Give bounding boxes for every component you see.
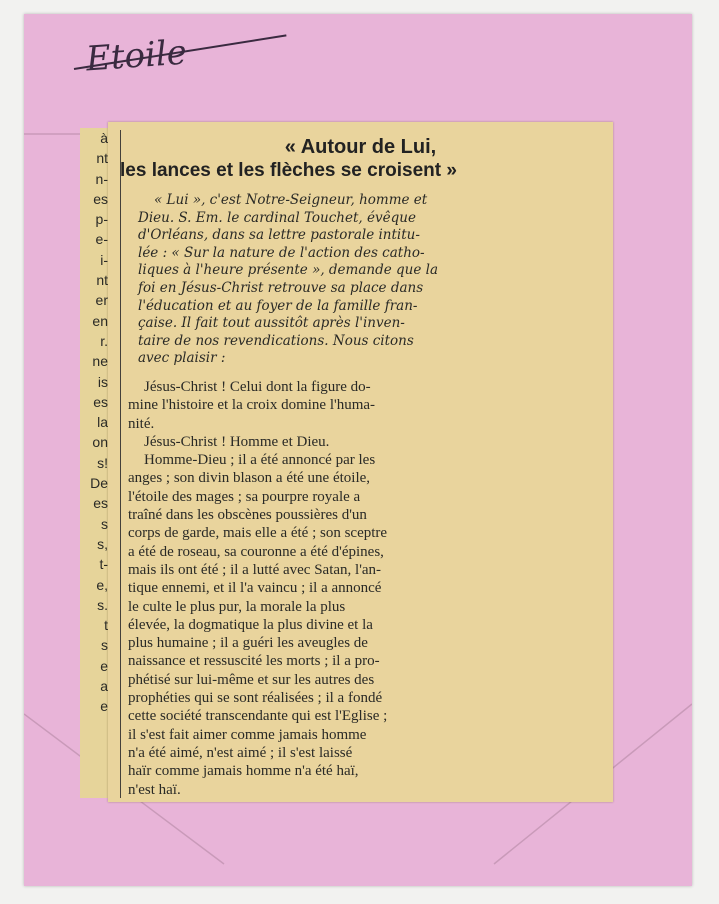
fragment-text (80, 128, 108, 717)
fragment-line: es (93, 190, 108, 207)
body-line: l'étoile des mages ; sa pourpre royale a (128, 488, 361, 505)
fragment-line: la (97, 414, 108, 431)
fragment-line: à (100, 130, 108, 146)
fragment-line: ne (92, 353, 108, 370)
newspaper-clipping (108, 122, 613, 802)
body-line: phétisé sur lui-même et sur les autres des (128, 671, 375, 688)
fragment-line: s (101, 515, 108, 532)
body-line: corps de garde, mais elle a été ; son sceptre (128, 525, 388, 542)
body-line: mais ils ont été ; il a lutté avec Satan, l'an- (128, 561, 382, 578)
fragment-line: i- (100, 251, 108, 268)
body-line: prophéties qui se sont réalisées ; il a fondé (128, 690, 383, 707)
intro-line: avec plaisir : (138, 350, 226, 367)
fragment-line: es (93, 393, 108, 410)
fragment-line: e- (95, 231, 108, 248)
intro-line: liques à l'heure présente », demande que la (138, 262, 438, 279)
fragment-line: s! (97, 454, 108, 471)
article-title-line1: « Autour de Lui, (284, 136, 437, 158)
body-line: plus humaine ; il a guéri les aveugles de (128, 635, 368, 652)
intro-line: l'éducation et au foyer de la famille fran- (138, 297, 418, 314)
handwritten-label: Etoile (84, 32, 189, 80)
body-line: le culte le plus pur, la morale la plus (128, 598, 346, 615)
body-line: nité. (128, 415, 155, 432)
article-title-line2: les lances et les flèches se croisent » (120, 160, 457, 181)
body-line: haïr comme jamais homme n'a été haï, (128, 763, 359, 780)
fragment-line: e, (96, 576, 108, 593)
fragment-line: er (95, 292, 108, 309)
body-line: Jésus-Christ ! Homme et Dieu. (144, 433, 330, 450)
intro-line: foi en Jésus-Christ retrouve sa place dans (138, 279, 424, 296)
body-line: traîné dans les obscènes poussières d'un (128, 507, 367, 524)
fragment-line: s, (97, 535, 108, 552)
fragment-line: p- (95, 211, 108, 228)
fragment-line: De (90, 475, 108, 492)
article-body (128, 378, 598, 799)
fragment-line: en (92, 312, 108, 329)
body-line: cette société transcendante qui est l'Eglise ; (128, 708, 388, 725)
fragment-line: n- (95, 170, 108, 187)
body-line: naissance et ressuscité les morts ; il a pro- (128, 653, 380, 670)
fragment-line: nt (96, 272, 108, 289)
body-line: Homme-Dieu ; il a été annoncé par les (144, 452, 376, 469)
intro-line: Dieu. S. Em. le cardinal Touchet, évêque (138, 209, 416, 226)
left-clipping-fragment (80, 128, 108, 798)
body-line: mine l'histoire et la croix domine l'huma- (128, 397, 376, 414)
fragment-line: e (100, 698, 108, 715)
body-line: tique ennemi, et il l'a vaincu ; il a annoncé (128, 580, 382, 597)
fragment-line: s. (97, 596, 108, 613)
intro-line: çaise. Il fait tout aussitôt après l'inven- (138, 315, 405, 332)
fragment-line: e (100, 657, 108, 674)
intro-line: « Lui », c'est Notre-Seigneur, homme et (154, 192, 428, 208)
intro-line: d'Orléans, dans sa lettre pastorale intitu- (138, 227, 420, 244)
body-line: n'a été aimé, n'est aimé ; il s'est laissé (128, 744, 353, 761)
fragment-line: t- (99, 556, 108, 573)
body-line: a été de roseau, sa couronne a été d'épines, (128, 543, 384, 560)
fragment-line: on (92, 434, 108, 451)
fragment-line: r. (100, 332, 108, 349)
body-line: Jésus-Christ ! Celui dont la figure do- (144, 379, 371, 395)
article-intro (138, 192, 548, 368)
fragment-line: es (93, 495, 108, 512)
intro-line: taire de nos revendications. Nous citons (138, 332, 414, 349)
intro-line: lée : « Sur la nature de l'action des catho- (138, 244, 425, 261)
column-rule (120, 130, 121, 798)
body-line: n'est haï. (128, 781, 181, 798)
fragment-line: a (100, 678, 108, 695)
fragment-line: nt (96, 150, 108, 167)
body-line: élevée, la dogmatique la plus divine et la (128, 616, 373, 633)
fragment-line: s (101, 637, 108, 654)
body-line: anges ; son divin blason a été une étoile, (128, 470, 371, 487)
body-line: il s'est fait aimer comme jamais homme (128, 726, 367, 743)
fragment-line: is (97, 373, 108, 390)
fragment-line: t (104, 617, 108, 634)
